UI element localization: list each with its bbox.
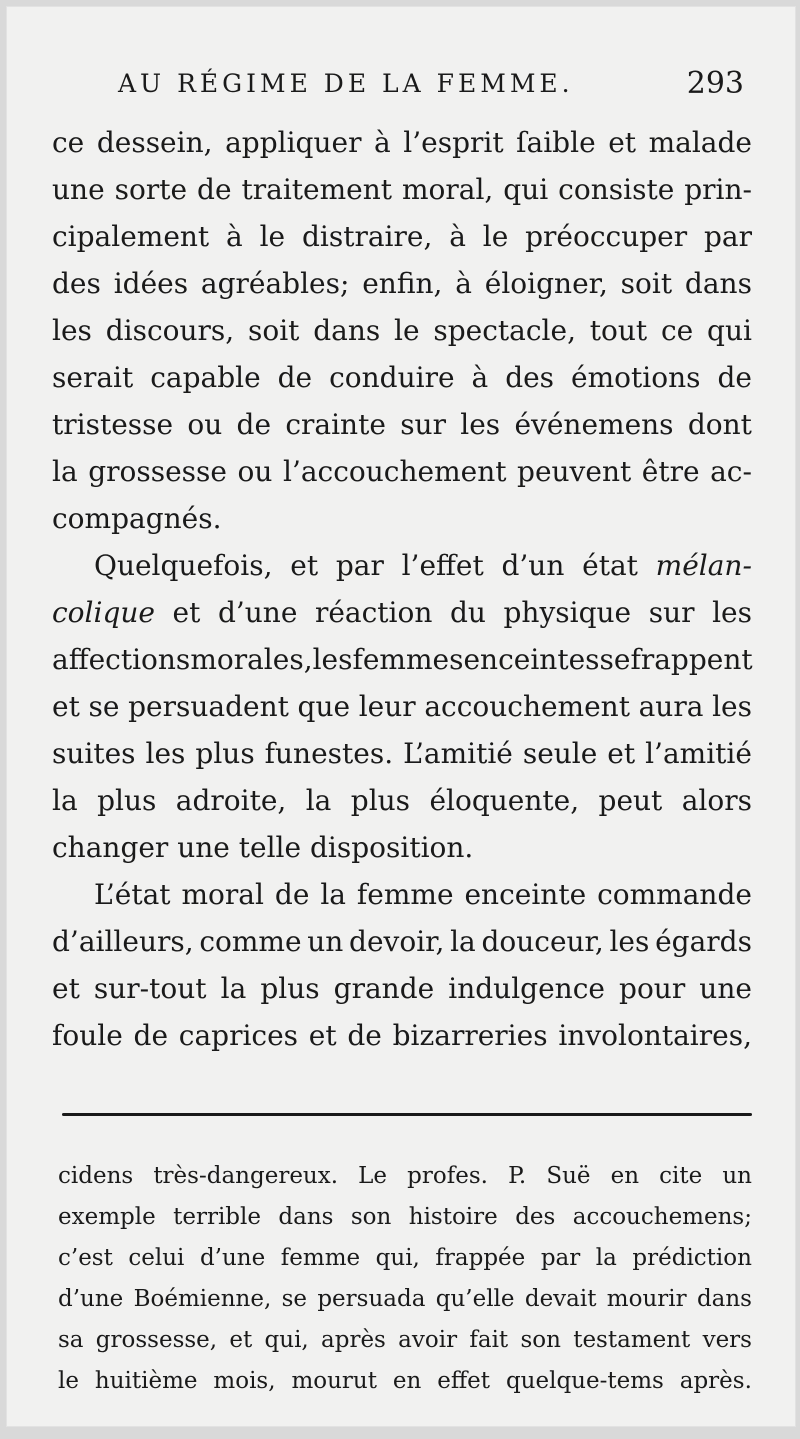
word: Boémienne, xyxy=(133,1286,272,1312)
word: être xyxy=(641,455,700,488)
word: P. xyxy=(508,1163,527,1189)
word: effet xyxy=(437,1368,491,1394)
word: d’un xyxy=(501,549,565,582)
word: qui xyxy=(503,173,549,206)
word: son xyxy=(350,1204,392,1230)
word: L’amitié xyxy=(403,737,513,770)
word: l’esprit xyxy=(403,126,504,159)
word: terrible xyxy=(173,1204,261,1230)
word: les xyxy=(609,925,650,958)
word: à xyxy=(226,220,243,253)
word: par xyxy=(335,549,384,582)
word: de xyxy=(197,173,232,206)
footnote-line xyxy=(58,1197,752,1238)
word: mois, xyxy=(213,1368,276,1394)
word: par xyxy=(703,220,752,253)
text-line xyxy=(52,683,752,730)
word: soit xyxy=(620,267,673,300)
word: état xyxy=(582,549,638,582)
footnote-divider xyxy=(62,1113,752,1116)
word: peuvent xyxy=(517,455,632,488)
word: préoccuper xyxy=(525,220,688,253)
word: femme xyxy=(280,1245,361,1271)
word: sur-tout xyxy=(93,972,207,1005)
word: pour xyxy=(619,972,686,1005)
word: des xyxy=(505,361,555,394)
word: égards xyxy=(655,925,752,958)
page-header xyxy=(118,66,778,102)
word: appliquer xyxy=(225,126,362,159)
word: huitième xyxy=(94,1368,198,1394)
word: à xyxy=(455,267,472,300)
text-line xyxy=(52,448,752,495)
word: tout xyxy=(589,314,648,347)
footnote-line xyxy=(58,1320,752,1361)
text-line xyxy=(52,354,752,401)
word: comme xyxy=(199,925,302,958)
word: de xyxy=(133,1019,169,1052)
word: ac- xyxy=(710,455,752,488)
word: caprices xyxy=(178,1019,299,1052)
word: morales, xyxy=(190,643,313,676)
word: après xyxy=(321,1327,386,1353)
word: plus xyxy=(260,972,320,1005)
word: d’ailleurs, xyxy=(52,925,194,958)
word: une xyxy=(52,173,105,206)
word: d’une xyxy=(58,1286,124,1312)
word: ſaible xyxy=(516,126,596,159)
word: les xyxy=(312,643,353,676)
word: suites xyxy=(52,737,136,770)
word: la xyxy=(305,784,332,817)
word: à xyxy=(471,361,489,394)
word: grossesse xyxy=(88,455,227,488)
word: les xyxy=(145,737,186,770)
word: affections xyxy=(52,643,191,676)
word: des xyxy=(515,1204,556,1230)
word: involontaires, xyxy=(558,1019,752,1052)
word: peut xyxy=(598,784,663,817)
word: dans xyxy=(696,1286,752,1312)
footnote xyxy=(58,1156,752,1402)
word: du xyxy=(449,596,486,629)
text-line xyxy=(52,636,752,683)
word: qui, xyxy=(264,1327,309,1353)
word: agréables; xyxy=(200,267,350,300)
word: de xyxy=(347,1019,382,1052)
word: foule xyxy=(52,1019,123,1052)
word: frappent xyxy=(630,643,753,676)
word: mourir xyxy=(606,1286,687,1312)
word: de xyxy=(236,408,272,441)
text-line xyxy=(52,777,752,824)
text-line xyxy=(52,119,752,166)
word: grande xyxy=(333,972,435,1005)
word: qu’elle xyxy=(435,1286,515,1312)
word: exemple xyxy=(58,1204,156,1230)
word: très-dangereux. xyxy=(153,1163,339,1189)
word: le xyxy=(394,314,420,347)
word: la xyxy=(595,1245,617,1271)
word: distraire, xyxy=(301,220,433,253)
word: ce xyxy=(52,126,85,159)
word: alors xyxy=(681,784,752,817)
word: moral xyxy=(181,878,264,911)
word: dessein, xyxy=(96,126,213,159)
word: profes. xyxy=(407,1163,488,1189)
word: ou xyxy=(237,455,273,488)
word: et xyxy=(308,1019,337,1052)
word: bizarreries xyxy=(392,1019,548,1052)
word: et xyxy=(52,972,80,1005)
book-page xyxy=(6,6,796,1427)
word: frappée xyxy=(435,1245,526,1271)
word: la xyxy=(320,878,346,911)
word: la xyxy=(450,925,476,958)
word: ou xyxy=(187,408,223,441)
word: les xyxy=(52,314,92,347)
word: mourut xyxy=(291,1368,377,1394)
word: adroite, xyxy=(175,784,287,817)
word: sa xyxy=(58,1327,84,1353)
text-line xyxy=(52,495,752,542)
word: une xyxy=(699,972,752,1005)
word: crainte xyxy=(285,408,386,441)
word: conduire xyxy=(329,361,455,394)
text-line xyxy=(52,965,752,1012)
main-text xyxy=(52,119,752,1059)
footnote-line xyxy=(58,1361,752,1402)
text-span: changer une telle disposition. xyxy=(52,831,474,864)
word: qui, xyxy=(375,1245,420,1271)
word: la xyxy=(52,455,78,488)
word: soit xyxy=(247,314,300,347)
text-span: compagnés. xyxy=(52,502,222,535)
word: enceinte xyxy=(464,878,587,911)
word: malade xyxy=(648,126,752,159)
word: le xyxy=(482,220,509,253)
word: des xyxy=(52,267,101,300)
word: un xyxy=(307,925,344,958)
word: de xyxy=(274,878,310,911)
word: Suë xyxy=(546,1163,591,1189)
text-line xyxy=(52,824,752,871)
word: l’amitié xyxy=(645,737,752,770)
word: et xyxy=(607,737,636,770)
word: grossesse, xyxy=(95,1327,218,1353)
word: et xyxy=(608,126,637,159)
word: cite xyxy=(659,1163,703,1189)
italic-word: colique xyxy=(52,596,155,629)
word: prédiction xyxy=(632,1245,752,1271)
word: sorte xyxy=(114,173,188,206)
text-line xyxy=(52,307,752,354)
word: éloquente, xyxy=(429,784,580,817)
word: cipalement xyxy=(52,220,210,253)
footnote-line xyxy=(58,1279,752,1320)
text-line xyxy=(52,589,752,636)
word: celui xyxy=(128,1245,185,1271)
word: dans xyxy=(684,267,752,300)
word: douceur, xyxy=(481,925,604,958)
footnote-line xyxy=(58,1156,752,1197)
word: son xyxy=(520,1327,561,1353)
text-line xyxy=(52,542,752,589)
word: dans xyxy=(278,1204,334,1230)
word: ce xyxy=(660,314,694,347)
word: Le xyxy=(358,1163,388,1189)
word: funestes. xyxy=(264,737,394,770)
word: plus xyxy=(195,737,255,770)
word: le xyxy=(58,1368,79,1394)
word: avoir xyxy=(398,1327,458,1353)
word: et xyxy=(52,690,80,723)
text-line xyxy=(52,213,752,260)
word: plus xyxy=(350,784,411,817)
footnote-line xyxy=(58,1238,752,1279)
word: femme xyxy=(356,878,454,911)
word: par xyxy=(540,1245,581,1271)
text-line xyxy=(52,871,752,918)
word: et xyxy=(229,1327,253,1353)
word: L’état xyxy=(94,878,171,911)
word: vers xyxy=(702,1327,752,1353)
word: quelque-tems xyxy=(505,1368,664,1394)
word: serait xyxy=(52,361,134,394)
word: sur xyxy=(400,408,446,441)
word: d’une xyxy=(199,1245,266,1271)
word: c’est xyxy=(58,1245,113,1271)
word: sur xyxy=(648,596,695,629)
word: après. xyxy=(679,1368,752,1394)
running-head: AU RÉGIME DE LA FEMME. xyxy=(118,69,574,98)
word: se xyxy=(281,1286,308,1312)
word: devait xyxy=(524,1286,597,1312)
word: plus xyxy=(97,784,157,817)
word: histoire xyxy=(408,1204,498,1230)
word: éloigner, xyxy=(484,267,608,300)
text-line xyxy=(52,260,752,307)
word: dont xyxy=(687,408,752,441)
word: d’une xyxy=(217,596,298,629)
word: à xyxy=(449,220,466,253)
word: accouchemens; xyxy=(572,1204,752,1230)
word: les xyxy=(712,596,752,629)
word: le xyxy=(259,220,286,253)
text-line xyxy=(52,918,752,965)
word: de xyxy=(717,361,752,394)
word: devoir, xyxy=(349,925,445,958)
word: et xyxy=(172,596,201,629)
word: accouchement xyxy=(424,690,630,723)
word: fait xyxy=(469,1327,509,1353)
word: capable xyxy=(150,361,261,394)
word: persuadent xyxy=(128,690,289,723)
word: à xyxy=(374,126,391,159)
word: persuada xyxy=(317,1286,426,1312)
word: tristesse xyxy=(52,408,174,441)
word: idées xyxy=(113,267,189,300)
word: leur xyxy=(358,690,416,723)
word: cidens xyxy=(58,1163,134,1189)
word: les xyxy=(712,690,752,723)
word: testament xyxy=(573,1327,691,1353)
word: un xyxy=(722,1163,752,1189)
word: en xyxy=(610,1163,640,1189)
page-number: 293 xyxy=(686,66,744,101)
word: femmes xyxy=(352,643,464,676)
word: qui xyxy=(707,314,752,347)
word: indulgence xyxy=(448,972,605,1005)
text-line xyxy=(52,166,752,213)
word: émotions xyxy=(571,361,701,394)
word: l’effet xyxy=(401,549,484,582)
word: l’accouchement xyxy=(282,455,507,488)
word: physique xyxy=(503,596,632,629)
text-line xyxy=(52,401,752,448)
word: la xyxy=(220,972,247,1005)
word: enfin, xyxy=(362,267,443,300)
word: Quelquefois, xyxy=(94,549,273,582)
word: moral, xyxy=(401,173,494,206)
word: de xyxy=(277,361,313,394)
italic-word: mélan- xyxy=(655,549,752,582)
word: se xyxy=(88,690,120,723)
word: consiste xyxy=(558,173,675,206)
word: seule xyxy=(522,737,598,770)
word: se xyxy=(599,643,631,676)
word: discours, xyxy=(105,314,235,347)
word: la xyxy=(52,784,78,817)
word: dans xyxy=(313,314,381,347)
word: aura xyxy=(638,690,704,723)
word: les xyxy=(460,408,501,441)
word: réaction xyxy=(314,596,433,629)
word: et xyxy=(290,549,319,582)
text-line xyxy=(52,1012,752,1059)
word: spectacle, xyxy=(433,314,576,347)
text-line xyxy=(52,730,752,777)
word: commande xyxy=(597,878,752,911)
word: événemens xyxy=(514,408,674,441)
word: enceintes xyxy=(463,643,600,676)
word: traitement xyxy=(241,173,392,206)
word: en xyxy=(392,1368,422,1394)
word: que xyxy=(297,690,351,723)
word: prin- xyxy=(684,173,752,206)
